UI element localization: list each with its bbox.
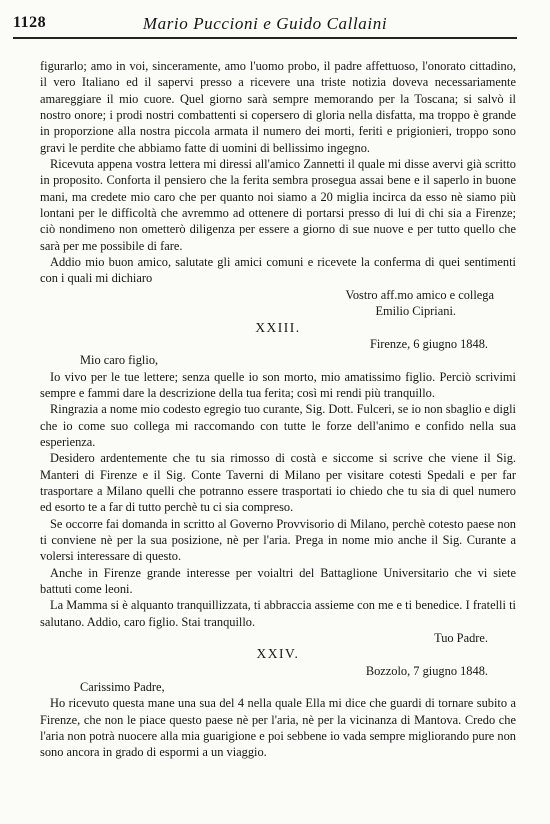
letter-dateline: Firenze, 6 giugno 1848. [369, 336, 488, 351]
letter-dateline: Bozzolo, 7 giugno 1848. [365, 663, 488, 678]
paragraph: Desidero ardentemente che tu sia rimosso di costà e siccome si scrive che viene il Sig. Manteri di Firenze e il Sig. Conte Taverni di Milano per visitare cotesti Spedali e per far trasportare a Milano quelli che potranno essere trasportati io chiedo che tu sia di quel numero ed esorto te a far di tutto perchè tu ci sia compreso. [40, 451, 516, 515]
paragraph: figurarlo; amo in voi, sinceramente, amo l'uomo probo, il padre affettuoso, l'onorato cittadino, il vero Italiano ed il sapervi presso a ricevere una triste notizia doveva necessariamente amareggiare il mio cuore. Quel giorno sarà sempre memorando per la Toscana; si salvò il nostro onore; i prodi nostri combattenti si copersero di gloria nella disfatta, ma troppo è grande in proporzione alla nostra piccola armata il numero dei morti, feriti e prigionieri, troppo sono gravi le perdite che abbiamo fatte di uomini di bellissimo ingegno. [40, 59, 516, 155]
paragraph: La Mamma si è alquanto tranquillizzata, ti abbraccia assieme con me e ti benedice. I fratelli ti salutano. Addio, caro figlio. Stai tranquillo. [40, 598, 516, 629]
running-header [13, 12, 517, 36]
letter-number: XXIII. [255, 319, 301, 335]
header-rule [13, 37, 517, 39]
paragraph: Addio mio buon amico, salutate gli amici comuni e ricevete la conferma di quei sentimenti con i quali mi dichiaro [40, 255, 516, 286]
paragraph: Se occorre fai domanda in scritto al Governo Provvisorio di Milano, perchè cotesto paese non ti conviene nè per la sua posizione, nè per l'aria. Prega in nome mio anche il Sig. Curante a volersi interessare di questo. [40, 516, 516, 564]
paragraph: Anche in Firenze grande interesse per voialtri del Battaglione Universitario che vi siete battuti come leoni. [40, 565, 516, 596]
page-body [40, 58, 516, 761]
paragraph: Ho ricevuto questa mane una sua del 4 nella quale Ella mi dice che guardi di tornare subito a Firenze, che non le piace questo paese nè per l'aria, nè per la vicinanza di Mantova. Credo che l'aria non potrà nuocere alla mia guarigione e poi sebbene io vada sempre migliorando pure non sono ancora in grado di espormi a un viaggio. [40, 696, 516, 760]
page-number: 1128 [13, 14, 47, 31]
letter-number: XXIV. [256, 646, 300, 662]
letter-closing: Vostro aff.mo amico e collega [345, 287, 494, 302]
running-title: Mario Puccioni e Guido Callaini [142, 14, 388, 33]
paragraph: Ricevuta appena vostra lettera mi diressi all'amico Zannetti il quale mi disse avervi già scritto in proposito. Conforta il pensiero che la ferita sembra prosegua assai bene e il saperlo in buone mani, ma credete mio caro che per quanto noi siamo a 20 miglia incirca da esso nè siamo più lontani per le difficoltà che avremmo ad ottenere di portarsi presso di lui di chi sia a Firenze; ciò nondimeno non ometterò diligenza per essere a giorno di sue nuove e per tutto quello che sarà per me possibile di fare. [40, 157, 516, 253]
letter-signature: Tuo Padre. [434, 631, 488, 646]
letter-salutation: Mio caro figlio, [80, 353, 159, 368]
paragraph: Ringrazia a nome mio codesto egregio tuo curante, Sig. Dott. Fulceri, se io non sbaglio e digli che io come suo collega mi raccomando con tutte le forze dell'animo e confido nella sua esperienza. [40, 402, 516, 449]
paragraph: Io vivo per le tue lettere; senza quelle io son morto, mio amatissimo figlio. Perciò scrivimi sempre e fammi dare la descrizione della tua ferita; così mi rendi più tranquillo. [40, 369, 516, 400]
letter-salutation: Carissimo Padre, [80, 680, 165, 695]
letter-signature: Emilio Cipriani. [375, 304, 456, 319]
